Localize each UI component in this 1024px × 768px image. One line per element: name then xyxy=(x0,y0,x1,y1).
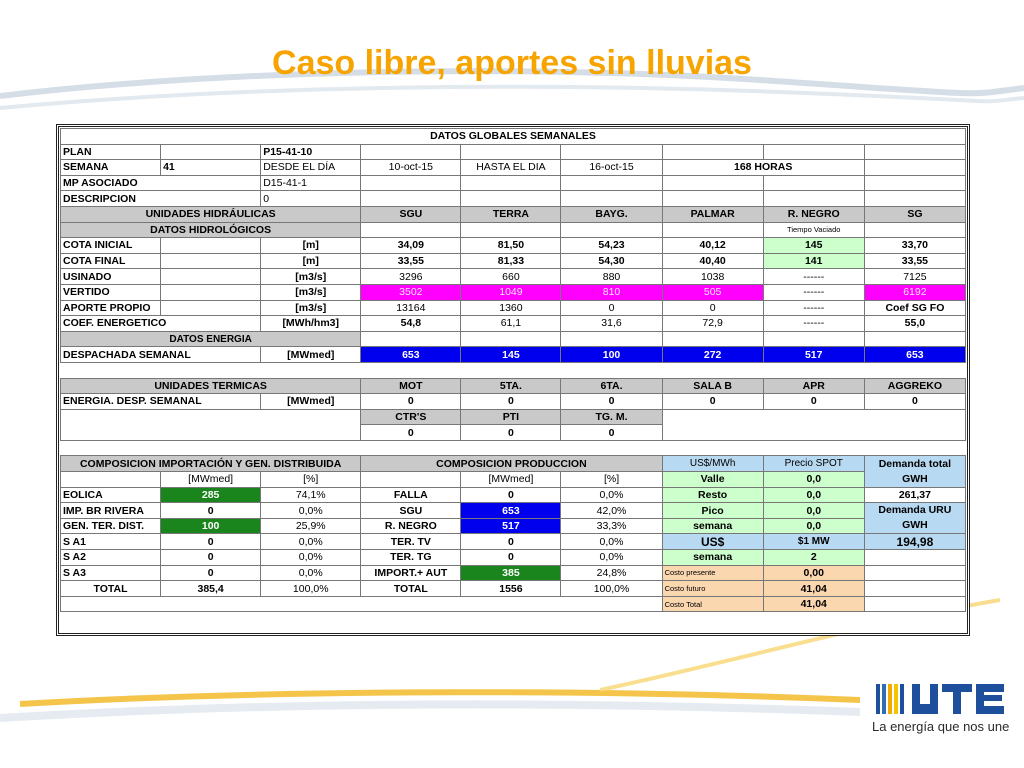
desc-label: DESCRIPCION xyxy=(61,191,261,207)
value-cell: 0 xyxy=(361,394,461,410)
unit-label: [m] xyxy=(261,253,361,269)
value-cell: 0,0% xyxy=(561,534,662,550)
value-cell: 40,40 xyxy=(662,253,763,269)
value-cell: 145 xyxy=(461,347,561,363)
value-cell: 653 xyxy=(461,503,561,519)
plant-header: BAYG. xyxy=(561,206,662,222)
value-cell: 0,0% xyxy=(261,550,361,566)
row-label: TER. TV xyxy=(361,534,461,550)
demanda-total-value: 261,37 xyxy=(864,487,965,503)
value-cell: 385 xyxy=(461,565,561,581)
value-cell: 81,33 xyxy=(461,253,561,269)
spot-label: semana xyxy=(662,518,763,534)
value-cell: 0 xyxy=(161,565,261,581)
unit-label: [MWmed] xyxy=(261,347,361,363)
row-label: EOLICA xyxy=(61,487,161,503)
plan-value: P15-41-10 xyxy=(261,144,361,160)
row-label: IMPORT.+ AUT xyxy=(361,565,461,581)
value-cell: ------ xyxy=(763,316,864,332)
value-cell: 6192 xyxy=(864,284,965,300)
thermal-header: UNIDADES TERMICAS xyxy=(61,378,361,394)
value-cell: 660 xyxy=(461,269,561,285)
value-cell: 13164 xyxy=(361,300,461,316)
total-label: TOTAL xyxy=(61,581,161,597)
value-cell: 0,0% xyxy=(261,565,361,581)
row-label: S A2 xyxy=(61,550,161,566)
spot-label: semana xyxy=(662,550,763,566)
value-cell: 55,0 xyxy=(864,316,965,332)
col-header: [MWmed] xyxy=(461,472,561,488)
unit-label: [MWh/hm3] xyxy=(261,316,361,332)
spot-value: $1 MW xyxy=(763,534,864,550)
value-cell: 33,55 xyxy=(864,253,965,269)
plant-header: PTI xyxy=(461,409,561,425)
unit-label: [m3/s] xyxy=(261,300,361,316)
row-label: COEF. ENERGETICO xyxy=(61,316,261,332)
value-cell: 33,55 xyxy=(361,253,461,269)
value-cell: ------ xyxy=(763,269,864,285)
import-header: COMPOSICION IMPORTACIÓN Y GEN. DISTRIBUIDA xyxy=(61,456,361,472)
value-cell: 141 xyxy=(763,253,864,269)
tiempo-vaciado-note: Tiempo Vaciado xyxy=(763,222,864,238)
value-cell: 81,50 xyxy=(461,238,561,254)
col-header: [%] xyxy=(261,472,361,488)
hasta-label: HASTA EL DIA xyxy=(461,160,561,176)
value-cell: 33,3% xyxy=(561,518,662,534)
value-cell: 0 xyxy=(461,425,561,441)
value-cell: 0 xyxy=(662,300,763,316)
row-label: FALLA xyxy=(361,487,461,503)
spot-value: 2 xyxy=(763,550,864,566)
cost-value: 41,04 xyxy=(763,596,864,612)
mp-value: D15-41-1 xyxy=(261,175,361,191)
horas-value: 168 HORAS xyxy=(662,160,864,176)
value-cell: 810 xyxy=(561,284,662,300)
plant-header: SALA B xyxy=(662,378,763,394)
row-label: DESPACHADA SEMANAL xyxy=(61,347,261,363)
row-label: S A3 xyxy=(61,565,161,581)
value-cell: 3502 xyxy=(361,284,461,300)
row-label: R. NEGRO xyxy=(361,518,461,534)
value-cell: 0 xyxy=(161,503,261,519)
plant-header: AGGREKO xyxy=(864,378,965,394)
slide-title: Caso libre, aportes sin lluvias xyxy=(272,44,752,82)
weekly-data-sheet xyxy=(56,124,970,636)
total-value: 1556 xyxy=(461,581,561,597)
value-cell: 0 xyxy=(461,487,561,503)
plant-header: APR xyxy=(763,378,864,394)
unit-label: [MWmed] xyxy=(261,394,361,410)
spot-value: 0,0 xyxy=(763,503,864,519)
row-label: GEN. TER. DIST. xyxy=(61,518,161,534)
value-cell: ------ xyxy=(763,284,864,300)
plant-header: CTR'S xyxy=(361,409,461,425)
value-cell: 0 xyxy=(361,425,461,441)
total-value: 100,0% xyxy=(561,581,662,597)
spot-label: US$ xyxy=(662,534,763,550)
value-cell: 72,9 xyxy=(662,316,763,332)
value-cell: 54,30 xyxy=(561,253,662,269)
plant-header: 6TA. xyxy=(561,378,662,394)
plant-header: SG xyxy=(864,206,965,222)
row-label: COTA INICIAL xyxy=(61,238,161,254)
value-cell: 31,6 xyxy=(561,316,662,332)
row-label: USINADO xyxy=(61,269,161,285)
value-cell: 653 xyxy=(864,347,965,363)
value-cell: 0 xyxy=(461,550,561,566)
value-cell: 3296 xyxy=(361,269,461,285)
hydro-header: UNIDADES HIDRÁULICAS xyxy=(61,206,361,222)
row-label: IMP. BR RIVERA xyxy=(61,503,161,519)
row-label: APORTE PROPIO xyxy=(61,300,161,316)
hydro-section-label: DATOS HIDROLÓGICOS xyxy=(61,222,361,238)
desc-value: 0 xyxy=(261,191,361,207)
spot-label: Pico xyxy=(662,503,763,519)
cost-label: Costo presente xyxy=(662,565,763,581)
value-cell: 517 xyxy=(763,347,864,363)
value-cell: 0,0% xyxy=(261,534,361,550)
value-cell: 7125 xyxy=(864,269,965,285)
energia-section-label: DATOS ENERGIA xyxy=(61,331,361,347)
ute-logo-icon xyxy=(872,676,1008,746)
cost-value: 0,00 xyxy=(763,565,864,581)
value-cell: 100 xyxy=(561,347,662,363)
value-cell: 653 xyxy=(361,347,461,363)
spot-value: 0,0 xyxy=(763,472,864,488)
spot-label: Valle xyxy=(662,472,763,488)
value-cell: 40,12 xyxy=(662,238,763,254)
spot-value: 0,0 xyxy=(763,518,864,534)
cost-value: 41,04 xyxy=(763,581,864,597)
row-label: S A1 xyxy=(61,534,161,550)
value-cell: 42,0% xyxy=(561,503,662,519)
col-header: [%] xyxy=(561,472,662,488)
value-cell: 0 xyxy=(763,394,864,410)
value-cell: 1360 xyxy=(461,300,561,316)
plant-header: TERRA xyxy=(461,206,561,222)
global-data-table xyxy=(60,128,966,612)
value-cell: ------ xyxy=(763,300,864,316)
value-cell: 0 xyxy=(461,534,561,550)
hasta-value: 16-oct-15 xyxy=(561,160,662,176)
usd-mwh-label: US$/MWh xyxy=(662,456,763,472)
value-cell: 0,0% xyxy=(561,550,662,566)
unit-label: [m] xyxy=(261,238,361,254)
precio-spot-label: Precio SPOT xyxy=(763,456,864,472)
table-title: DATOS GLOBALES SEMANALES xyxy=(61,129,966,145)
desde-label: DESDE EL DÍA xyxy=(261,160,361,176)
value-cell: Coef SG FO xyxy=(864,300,965,316)
demanda-uru-value: 194,98 xyxy=(864,534,965,550)
value-cell: 0 xyxy=(461,394,561,410)
value-cell: 272 xyxy=(662,347,763,363)
row-label: VERTIDO xyxy=(61,284,161,300)
row-label: ENERGIA. DESP. SEMANAL xyxy=(61,394,261,410)
value-cell: 880 xyxy=(561,269,662,285)
cost-label: Costo Total xyxy=(662,596,763,612)
row-label: SGU xyxy=(361,503,461,519)
value-cell: 54,23 xyxy=(561,238,662,254)
value-cell: 0 xyxy=(561,394,662,410)
value-cell: 285 xyxy=(161,487,261,503)
value-cell: 25,9% xyxy=(261,518,361,534)
plan-label: PLAN xyxy=(61,144,161,160)
semana-value: 41 xyxy=(161,160,261,176)
value-cell: 33,70 xyxy=(864,238,965,254)
value-cell: 0 xyxy=(161,550,261,566)
plant-header: PALMAR xyxy=(662,206,763,222)
footer-tagline: La energía que nos une xyxy=(872,719,1010,734)
value-cell: 145 xyxy=(763,238,864,254)
col-header: [MWmed] xyxy=(161,472,261,488)
value-cell: 54,8 xyxy=(361,316,461,332)
row-label: COTA FINAL xyxy=(61,253,161,269)
value-cell: 24,8% xyxy=(561,565,662,581)
value-cell: 0 xyxy=(161,534,261,550)
desde-value: 10-oct-15 xyxy=(361,160,461,176)
plant-header: R. NEGRO xyxy=(763,206,864,222)
semana-label: SEMANA xyxy=(61,160,161,176)
value-cell: 0 xyxy=(864,394,965,410)
value-cell: 0 xyxy=(561,425,662,441)
value-cell: 1038 xyxy=(662,269,763,285)
plant-header: MOT xyxy=(361,378,461,394)
value-cell: 0,0% xyxy=(261,503,361,519)
value-cell: 34,09 xyxy=(361,238,461,254)
plant-header: 5TA. xyxy=(461,378,561,394)
value-cell: 1049 xyxy=(461,284,561,300)
demanda-uru-label: Demanda URU GWH xyxy=(864,503,965,534)
total-label: TOTAL xyxy=(361,581,461,597)
value-cell: 100 xyxy=(161,518,261,534)
unit-label: [m3/s] xyxy=(261,269,361,285)
plant-header: TG. M. xyxy=(561,409,662,425)
cost-label: Costo futuro xyxy=(662,581,763,597)
plant-header: SGU xyxy=(361,206,461,222)
mp-label: MP ASOCIADO xyxy=(61,175,261,191)
demanda-total-label: Demanda total GWH xyxy=(864,456,965,487)
spot-label: Resto xyxy=(662,487,763,503)
value-cell: 61,1 xyxy=(461,316,561,332)
value-cell: 0 xyxy=(662,394,763,410)
spot-value: 0,0 xyxy=(763,487,864,503)
unit-label: [m3/s] xyxy=(261,284,361,300)
total-value: 385,4 xyxy=(161,581,261,597)
production-header: COMPOSICION PRODUCCION xyxy=(361,456,662,472)
value-cell: 0,0% xyxy=(561,487,662,503)
value-cell: 517 xyxy=(461,518,561,534)
row-label: TER. TG xyxy=(361,550,461,566)
value-cell: 74,1% xyxy=(261,487,361,503)
value-cell: 0 xyxy=(561,300,662,316)
total-value: 100,0% xyxy=(261,581,361,597)
value-cell: 505 xyxy=(662,284,763,300)
